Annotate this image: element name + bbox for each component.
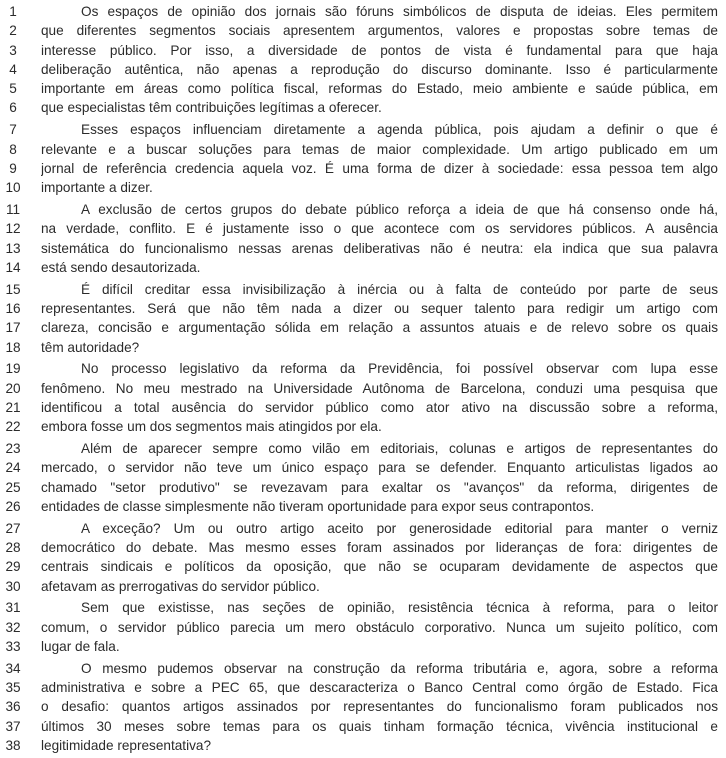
text-line [0, 359, 718, 378]
line-number: 20 [5, 380, 21, 396]
line-text: o desafio: quantos artigos assinados por representantes do funcionalismo foram publicados nos [41, 699, 718, 715]
text-line [0, 120, 718, 139]
line-number: 11 [5, 201, 21, 217]
text-line [0, 697, 718, 716]
text-line [0, 577, 718, 596]
line-text: Os espaços de opinião dos jornais são fóruns simbólicos de disputa de ideias. Eles permitem [81, 4, 718, 19]
line-text: chamado "setor produtivo" se revezavam para exaltar os "avanços" da reforma, dirigentes de [41, 479, 718, 495]
line-text: comum, o servidor público parecia um mero obstáculo corporativo. Nunca um sujeito político, com [41, 619, 718, 635]
paragraph [0, 659, 718, 755]
text-line [0, 398, 718, 417]
line-text: que especialistas têm contribuições legítimas a oferecer. [41, 100, 382, 116]
line-text: têm autoridade? [41, 339, 140, 355]
text-line [0, 60, 718, 79]
line-number: 13 [5, 240, 21, 256]
text-line [0, 338, 718, 357]
line-number: 14 [5, 259, 21, 275]
line-text: É difícil creditar essa invisibilização à inércia ou à falta de conteúdo por parte de seus [81, 281, 718, 297]
text-line [0, 538, 718, 557]
text-line [0, 717, 718, 736]
text-line [0, 239, 718, 258]
line-text: centrais sindicais e políticos da oposição, que não se ocuparam devidamente de aspectos que [41, 559, 718, 575]
line-number: 18 [5, 339, 21, 355]
line-number: 24 [5, 460, 21, 476]
line-number: 9 [9, 160, 17, 176]
line-number: 37 [5, 718, 21, 734]
line-text: deliberação autêntica, não apenas a reprodução do discurso dominante. Isso é particularmente [41, 61, 718, 77]
line-text: relevante e a buscar soluções para temas de maior complexidade. Um artigo publicado em um [41, 141, 718, 157]
text-line [0, 21, 718, 40]
line-number: 12 [5, 221, 21, 237]
text-line [0, 678, 718, 697]
line-text: jornal de referência credencia aquela voz. É uma forma de dizer à sociedade: essa pessoa tem algo [41, 160, 718, 176]
text-line [0, 98, 718, 117]
paragraph [0, 200, 718, 277]
text-line [0, 659, 718, 678]
line-text: está sendo desautorizada. [41, 259, 201, 275]
text-line [0, 379, 718, 398]
line-number: 22 [5, 419, 21, 435]
text-line [0, 140, 718, 159]
text-line [0, 41, 718, 60]
line-text: No processo legislativo da reforma da Previdência, foi possível observar com lupa esse [81, 361, 718, 377]
text-line [0, 299, 718, 318]
line-number: 8 [9, 141, 17, 157]
line-number: 2 [9, 23, 17, 39]
line-number: 4 [9, 61, 17, 77]
line-number: 32 [5, 619, 21, 635]
paragraph [0, 598, 718, 656]
line-number: 35 [5, 680, 21, 696]
line-number: 16 [5, 300, 21, 316]
line-text: Esses espaços influenciam diretamente a agenda pública, pois ajudam a definir o que é [81, 122, 718, 138]
line-number: 25 [5, 479, 21, 495]
paragraph [0, 439, 718, 516]
line-text: que diferentes segmentos sociais apresentem argumentos, valores e propostas sobre temas de [41, 23, 718, 39]
text-line [0, 439, 718, 458]
text-line [0, 618, 718, 637]
line-number: 31 [5, 600, 21, 616]
line-number: 38 [5, 737, 21, 753]
text-line [0, 417, 718, 436]
line-text: lugar de fala. [41, 639, 120, 654]
line-number: 3 [9, 42, 17, 58]
line-text: legitimidade representativa? [41, 737, 212, 753]
paragraph [0, 120, 718, 197]
text-line [0, 557, 718, 576]
line-number: 28 [5, 540, 21, 556]
line-text: embora fosse um dos segmentos mais atingidos por ela. [41, 419, 382, 435]
line-text: representantes. Será que não têm nada a dizer ou sequer talento para redigir um artigo com [41, 300, 718, 316]
line-number: 21 [5, 399, 21, 415]
text-line [0, 2, 718, 21]
line-number: 1 [9, 4, 17, 19]
line-number: 7 [9, 122, 17, 138]
text-line [0, 219, 718, 238]
line-text: clareza, concisão e argumentação sólida em relação a assuntos atuais e de relevo sobre os quais [41, 320, 718, 336]
paragraph [0, 519, 718, 596]
text-line [0, 178, 718, 197]
line-text: afetavam as prerrogativas do servidor público. [41, 578, 320, 594]
line-text: entidades de classe simplesmente não tiveram oportunidade para expor seus contrapontos. [41, 498, 595, 514]
text-line [0, 497, 718, 516]
line-text: Sem que existisse, nas seções de opinião, resistência técnica à reforma, para o leitor [81, 600, 718, 616]
line-number: 10 [5, 180, 21, 196]
text-line [0, 200, 718, 219]
document-body [0, 2, 718, 755]
text-line [0, 458, 718, 477]
text-line [0, 637, 718, 656]
line-text: na verdade, conflito. E é justamente isso o que acontece com os servidores públicos. A ausência [41, 221, 718, 237]
line-number: 26 [5, 498, 21, 514]
paragraph [0, 280, 718, 357]
paragraph [0, 359, 718, 436]
line-number: 36 [5, 699, 21, 715]
text-line [0, 159, 718, 178]
line-text: identificou a total ausência do servidor público como ator ativo na discussão sobre a reforma, [41, 399, 718, 415]
line-text: sistemática do funcionalismo nessas arenas deliberativas não é neutra: ela indica que sua palavra [41, 240, 718, 256]
line-number: 19 [5, 361, 21, 377]
line-number: 30 [5, 578, 21, 594]
line-text: importante a dizer. [41, 180, 153, 196]
line-text: importante em áreas como política fiscal, reformas do Estado, meio ambiente e saúde pública, em [41, 81, 718, 97]
line-text: administrativa e sobre a PEC 65, que descaracteriza o Banco Central como órgão de Estado. Fica [41, 680, 718, 696]
line-number: 17 [5, 320, 21, 336]
text-line [0, 280, 718, 299]
text-line [0, 318, 718, 337]
line-text: A exceção? Um ou outro artigo aceito por generosidade editorial para manter o verniz [81, 520, 718, 536]
text-line [0, 258, 718, 277]
line-text: últimos 30 meses sobre temas para os quais tinham formação técnica, vivência institucional e [41, 718, 718, 734]
text-line [0, 598, 718, 617]
line-text: A exclusão de certos grupos do debate público reforça a ideia de que há consenso onde há, [81, 201, 718, 217]
line-number: 23 [5, 441, 21, 457]
line-number: 6 [9, 100, 17, 116]
text-line [0, 519, 718, 538]
line-number: 15 [5, 281, 21, 297]
text-line [0, 478, 718, 497]
line-number: 27 [5, 520, 21, 536]
line-text: mercado, o servidor não teve um único espaço para se defender. Enquanto articulistas ligados ao [41, 460, 718, 476]
line-text: O mesmo pudemos observar na construção da reforma tributária e, agora, sobre a reforma [81, 660, 718, 676]
text-line [0, 79, 718, 98]
line-number: 33 [5, 639, 21, 654]
line-text: democrático do debate. Mas mesmo esses foram assinados por lideranças de fora: dirigentes de [41, 540, 718, 556]
paragraph [0, 2, 718, 118]
line-text: Além de aparecer sempre como vilão em editoriais, colunas e artigos de representantes do [81, 441, 718, 457]
line-number: 5 [9, 81, 17, 97]
line-number: 34 [5, 660, 21, 676]
line-number: 29 [5, 559, 21, 575]
line-text: fenômeno. No meu mestrado na Universidade Autônoma de Barcelona, conduzi uma pesquisa que [41, 380, 718, 396]
text-line [0, 736, 718, 755]
line-text: interesse público. Por isso, a diversidade de pontos de vista é fundamental para que haja [41, 42, 718, 58]
